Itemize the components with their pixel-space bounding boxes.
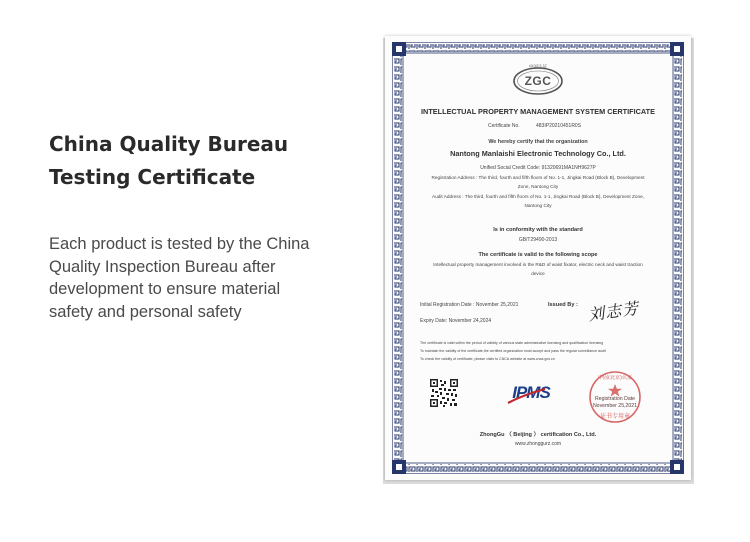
issuer-name: ZhongGu （ Beijing ） certification Co., Ltd. (479, 432, 597, 438)
seal-top-text: 中固(北京)认证 (598, 375, 632, 381)
official-seal (588, 370, 642, 424)
scope-text: Intellectual property management involved in the R&D of waist fixator, electric neck and waist traction (433, 262, 643, 267)
seal-registration-date-label: Registration Date (594, 396, 636, 402)
certificate-title: INTELLECTUAL PROPERTY MANAGEMENT SYSTEM CERTIFICATE (421, 107, 655, 116)
left-description (49, 233, 349, 323)
standard: GB/T29490-2013 (518, 237, 558, 243)
scope-title: The certificate is valid to the following scope (478, 252, 598, 258)
desc-line-3: development to ensure material (49, 280, 281, 298)
audit-address: Audit Address : The third, fourth and fifth floors of No. 1-1, Jingkai Road (Block B), Development Zone, (432, 194, 644, 199)
scope-text-cont: device (531, 271, 545, 276)
zgc-logo-small-text: 中国认证 (528, 65, 548, 70)
desc-line-2: Quality Inspection Bureau after (49, 257, 276, 276)
company-name: Nantong Manlaishi Electronic Technology Co., Ltd. (450, 149, 626, 158)
zgc-logo-text: ZGC (524, 74, 552, 88)
issued-by-label: Issued By : (548, 302, 578, 308)
seal-registration-date: November 25,2021 (592, 403, 638, 409)
desc-line-1: Each product is tested by the China (49, 235, 310, 253)
ipms-logo (505, 383, 557, 407)
note-2: To maintain the validity of the certificate,the certified organization must accept and pass the regular surveillance audit (420, 349, 606, 353)
zgc-logo (512, 63, 564, 97)
expiry-date: Expiry Date: November 24,2024 (420, 318, 492, 324)
cert-no-label: Certificate No. (488, 123, 520, 129)
title-line-2: Testing Certificate (49, 165, 256, 189)
initial-registration-date: Initial Registration Date : November 25,2021 (420, 302, 519, 308)
desc-line-4: safety and personal safety (49, 302, 242, 321)
ipms-logo-text: IPMS (512, 383, 550, 402)
seal-bottom-text: 证书专用章 (599, 413, 630, 420)
signature: 刘志芳 (587, 298, 641, 325)
note-1: The certificate is valid within the period of validity of various state administrative licensing and qualification licensing (420, 341, 604, 345)
certificate-image (385, 36, 691, 480)
issuer-website: www.zhonggurz.com (514, 441, 562, 447)
cert-no: 483IP20210451R0S (536, 123, 582, 129)
qr-code (430, 379, 458, 407)
left-title (49, 128, 349, 194)
title-line-1: China Quality Bureau (49, 132, 289, 156)
certify-line: We hereby certify that the organization (488, 139, 588, 145)
ipms-logo-swoosh (505, 383, 557, 407)
audit-address-cont: Nantong City (524, 203, 552, 208)
credit-code: Unified Social Credit Code: 91320691MA1NH9627P (480, 165, 596, 171)
registration-address: Registration Address : The third, fourth and fifth floors of No. 1-1, Jingkai Road (Block B), Development (431, 175, 645, 180)
registration-address-cont: Zone, Nantong City (517, 184, 559, 189)
note-3: To check the validity of certificate, please visits to CNCA website at www.cnca.gov.cn (420, 357, 555, 361)
conformity-line: Is in conformity with the standard (493, 227, 583, 233)
